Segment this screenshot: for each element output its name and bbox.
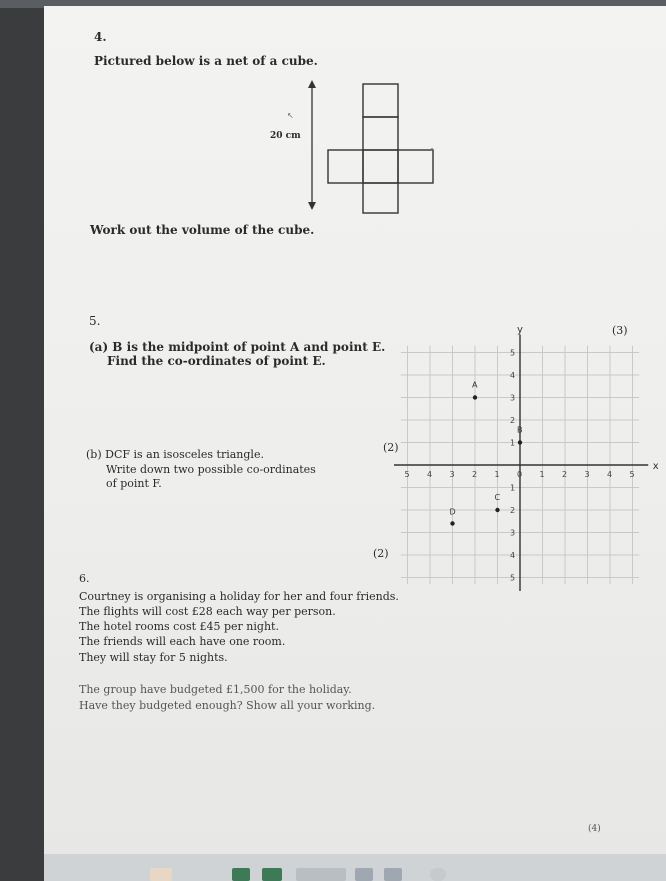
q6-line-5: They will stay for 5 nights. xyxy=(79,651,228,664)
q5b-line2: Write down two possible co-ordinates xyxy=(106,463,316,476)
x-tick-label: 5 xyxy=(404,470,410,479)
taskbar-item xyxy=(384,868,402,881)
point-b xyxy=(518,440,522,444)
q4-marks: (3) xyxy=(612,324,628,337)
q6-budget: The group have budgeted £1,500 for the holiday. xyxy=(79,683,352,696)
y-tick-label: 2 xyxy=(510,416,516,425)
cube-net-figure xyxy=(260,78,460,218)
svg-text:↖: ↖ xyxy=(287,111,294,120)
q4-prompt: Pictured below is a net of a cube. xyxy=(94,54,318,68)
x-tick-label: 3 xyxy=(449,470,455,479)
x-tick-label: 2 xyxy=(562,470,568,479)
point-d xyxy=(450,521,454,525)
screen-left-edge xyxy=(0,0,44,881)
x-axis-label: x xyxy=(652,461,659,472)
y-tick-label: 2 xyxy=(510,506,516,515)
q4-question: Work out the volume of the cube. xyxy=(90,223,315,237)
dimension-label: 20 cm xyxy=(270,131,301,141)
q5a-line1: (a) B is the midpoint of point A and point E. xyxy=(89,340,386,354)
q6-marks: (4) xyxy=(588,824,601,834)
point-label-a: A xyxy=(472,380,478,390)
y-tick-label: 5 xyxy=(510,348,516,358)
x-tick-label: 3 xyxy=(584,470,590,479)
q6-question: Have they budgeted enough? Show all your working. xyxy=(79,699,376,712)
y-tick-label: 3 xyxy=(510,393,516,403)
x-tick-label: 1 xyxy=(494,470,500,479)
q5a-marks: (2) xyxy=(383,441,399,454)
x-tick-label: 4 xyxy=(427,470,433,479)
y-tick-label: 4 xyxy=(510,371,516,380)
q6-line-4: The friends will each have one room. xyxy=(79,635,286,648)
q5b-line1: (b) DCF is an isosceles triangle. xyxy=(86,448,264,461)
taskbar-item xyxy=(232,868,250,881)
y-tick-label: 5 xyxy=(510,573,516,583)
y-tick-label: 1 xyxy=(510,483,516,493)
q6-number: 6. xyxy=(79,572,90,585)
point-c xyxy=(495,508,499,512)
q5a-line2: Find the co-ordinates of point E. xyxy=(107,354,326,368)
y-axis-label: y xyxy=(517,324,523,336)
taskbar-item xyxy=(262,868,282,881)
q6-line-2: The flights will cost £28 each way per person. xyxy=(79,605,336,618)
x-tick-label: 0 xyxy=(517,470,523,479)
q5b-marks: (2) xyxy=(373,547,389,560)
coordinate-grid xyxy=(404,324,666,585)
x-tick-label: 4 xyxy=(607,470,613,479)
q6-line-1: Courtney is organising a holiday for her and four friends. xyxy=(79,590,399,603)
y-tick-label: 4 xyxy=(510,551,516,560)
y-tick-label: 1 xyxy=(510,438,516,448)
q6-line-3: The hotel rooms cost £45 per night. xyxy=(79,620,279,633)
point-label-b: B xyxy=(517,425,523,435)
point-label-d: D xyxy=(449,507,456,517)
y-tick-label: 3 xyxy=(510,528,516,538)
taskbar-item xyxy=(150,868,172,881)
taskbar-item xyxy=(430,868,446,881)
point-a xyxy=(473,395,477,399)
point-label-c: C xyxy=(494,493,501,502)
taskbar-item xyxy=(355,868,373,881)
x-tick-label: 1 xyxy=(539,470,545,479)
taskbar-item xyxy=(296,868,346,881)
q4-number: 4. xyxy=(94,30,107,44)
q5-number: 5. xyxy=(89,314,101,328)
svg-text:°: ° xyxy=(430,147,434,156)
x-tick-label: 5 xyxy=(629,470,635,479)
q5b-line3: of point F. xyxy=(106,477,162,490)
x-tick-label: 2 xyxy=(472,470,478,479)
